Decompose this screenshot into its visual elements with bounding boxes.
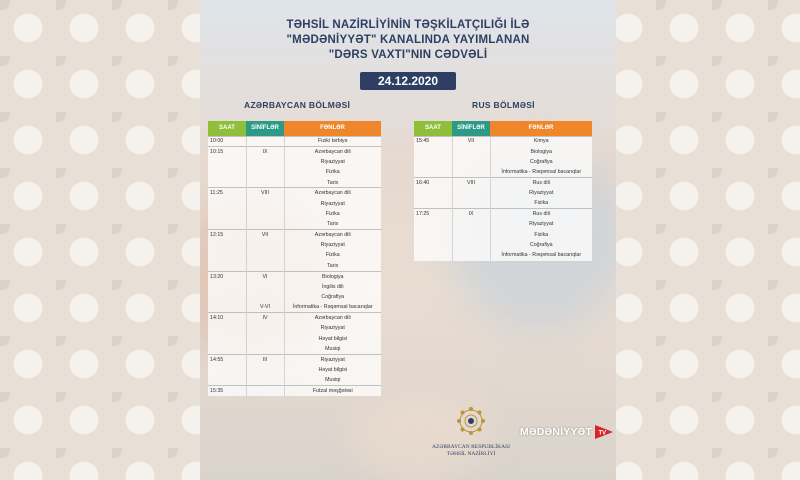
class-cell (452, 219, 490, 229)
time-cell (208, 198, 246, 208)
class-cell (246, 281, 284, 291)
class-cell (452, 146, 490, 156)
subject-cell: Rus dili (490, 209, 592, 219)
time-cell (414, 250, 452, 260)
subject-cell: Fizika (490, 230, 592, 240)
class-cell: IV (246, 313, 284, 323)
table-row (208, 230, 381, 240)
time-cell (208, 365, 246, 375)
title-line-1: TƏHSİL NAZİRLİYİNİN TƏŞKİLATÇILIĞI İLƏ (286, 19, 530, 31)
table-row (208, 136, 381, 146)
ministry-emblem-icon (456, 406, 486, 436)
subject-cell: İnformatika - Rəqəmsal bacarıqlar (490, 250, 592, 260)
background-pattern-left (0, 0, 200, 480)
subject-cell: Tarix (284, 261, 381, 271)
class-cell (246, 136, 284, 146)
table-row (414, 198, 592, 208)
subject-cell: Rus dili (490, 178, 592, 188)
title-line-3: "DƏRS VAXTI"NIN CƏDVƏLİ (328, 49, 488, 61)
tv-channel-name: MƏDƏNİYYƏT (520, 426, 593, 438)
table-row (208, 375, 381, 385)
class-cell: IX (452, 209, 490, 219)
table-row (208, 261, 381, 271)
ru-section-title: RUS BÖLMƏSİ (472, 100, 535, 110)
tv-play-icon (594, 424, 614, 440)
subject-cell: Azərbaycan dili (284, 188, 381, 198)
time-cell (208, 281, 246, 291)
ru-schedule-table (414, 121, 592, 261)
class-cell (246, 292, 284, 302)
table-row (414, 188, 592, 198)
subject-cell: Coğrafiya (490, 157, 592, 167)
table-row (208, 157, 381, 167)
class-cell: VII (246, 230, 284, 240)
time-cell (414, 219, 452, 229)
time-cell (414, 198, 452, 208)
time-cell: 15:45 (414, 136, 452, 146)
table-row (208, 271, 381, 281)
class-cell (246, 385, 284, 395)
title-line-2: "MƏDƏNİYYƏT" KANALINDA YAYIMLANAN (286, 34, 530, 46)
table-row (208, 292, 381, 302)
table-row (208, 167, 381, 177)
class-cell: IX (246, 146, 284, 156)
subject-cell: Riyaziyyat (284, 198, 381, 208)
poster-title (200, 18, 616, 63)
subject-cell: Azərbaycan dili (284, 313, 381, 323)
table-row (208, 240, 381, 250)
table-row (208, 250, 381, 260)
class-cell (246, 375, 284, 385)
class-cell: VIII (246, 188, 284, 198)
time-cell (208, 292, 246, 302)
header-time: SAAT (414, 121, 452, 136)
table-row (208, 219, 381, 229)
time-cell (208, 178, 246, 188)
table-row (414, 146, 592, 156)
subject-cell: Fizika (284, 209, 381, 219)
date-badge: 24.12.2020 (360, 72, 456, 90)
ministry-logo (416, 406, 526, 458)
class-cell (246, 219, 284, 229)
class-cell (452, 188, 490, 198)
subject-cell: Azərbaycan dili (284, 146, 381, 156)
time-cell: 10:00 (208, 136, 246, 146)
time-cell (208, 240, 246, 250)
tv-badge-label: TV (598, 430, 607, 437)
table-row (208, 344, 381, 354)
time-cell (208, 323, 246, 333)
class-cell (246, 323, 284, 333)
subject-cell: Biologiya (284, 271, 381, 281)
time-cell (414, 230, 452, 240)
class-cell (246, 198, 284, 208)
time-cell (414, 157, 452, 167)
time-cell: 14:55 (208, 354, 246, 364)
time-cell (414, 146, 452, 156)
class-cell (246, 178, 284, 188)
subject-cell: Riyaziyyat (284, 157, 381, 167)
subject-cell: Futzal məşğələsi (284, 385, 381, 395)
class-cell (452, 230, 490, 240)
time-cell (208, 344, 246, 354)
table-row (208, 323, 381, 333)
class-cell: V-VI (246, 302, 284, 312)
time-cell: 16:40 (414, 178, 452, 188)
time-cell (414, 240, 452, 250)
table-row (208, 333, 381, 343)
class-cell: III (246, 354, 284, 364)
class-cell (246, 157, 284, 167)
subject-cell: Riyaziyyat (284, 240, 381, 250)
table-row (208, 146, 381, 156)
table-row (208, 354, 381, 364)
time-cell (208, 333, 246, 343)
subject-cell: Fizika (284, 167, 381, 177)
table-row (414, 230, 592, 240)
time-cell: 14:10 (208, 313, 246, 323)
class-cell (246, 209, 284, 219)
time-cell: 13:20 (208, 271, 246, 281)
subject-cell: Musiqi (284, 344, 381, 354)
background-pattern-right (600, 0, 800, 480)
subject-cell: Riyaziyyat (284, 323, 381, 333)
table-row (208, 188, 381, 198)
subject-cell: Riyaziyyat (490, 219, 592, 229)
class-cell (246, 167, 284, 177)
subject-cell: Coğrafiya (284, 292, 381, 302)
subject-cell: Biologiya (490, 146, 592, 156)
header-subjects: FƏNLƏR (490, 121, 592, 136)
subject-cell: Fizika (284, 250, 381, 260)
class-cell: VI (246, 271, 284, 281)
subject-cell: Həyat bilgisi (284, 365, 381, 375)
subject-cell: Riyaziyyat (490, 188, 592, 198)
class-cell (246, 261, 284, 271)
table-row (208, 281, 381, 291)
table-row (208, 178, 381, 188)
time-cell: 17:25 (414, 209, 452, 219)
time-cell (208, 219, 246, 229)
class-cell (452, 240, 490, 250)
time-cell (208, 167, 246, 177)
time-cell: 15:35 (208, 385, 246, 395)
class-cell (246, 333, 284, 343)
subject-cell: İnformatika - Rəqəmsal bacarıqlar (490, 167, 592, 177)
subject-cell: Kimya (490, 136, 592, 146)
subject-cell: Tarix (284, 219, 381, 229)
class-cell (452, 157, 490, 167)
table-row (414, 209, 592, 219)
time-cell (208, 250, 246, 260)
time-cell (208, 261, 246, 271)
subject-cell: Musiqi (284, 375, 381, 385)
subject-cell: Azərbaycan dili (284, 230, 381, 240)
class-cell (452, 167, 490, 177)
subject-cell: Tarix (284, 178, 381, 188)
class-cell: VIII (452, 178, 490, 188)
time-cell: 11:25 (208, 188, 246, 198)
time-cell (208, 375, 246, 385)
header-class: SİNİFLƏR (452, 121, 490, 136)
table-row (414, 157, 592, 167)
table-row (208, 313, 381, 323)
table-row (414, 219, 592, 229)
table-row (414, 178, 592, 188)
class-cell (246, 344, 284, 354)
time-cell (208, 302, 246, 312)
table-row (208, 209, 381, 219)
subject-cell: Coğrafiya (490, 240, 592, 250)
table-row (414, 240, 592, 250)
table-row (414, 167, 592, 177)
class-cell (246, 250, 284, 260)
time-cell: 12:15 (208, 230, 246, 240)
time-cell: 10:15 (208, 146, 246, 156)
subject-cell: Riyaziyyat (284, 354, 381, 364)
table-row (414, 250, 592, 260)
table-row (208, 385, 381, 395)
table-row (208, 198, 381, 208)
subject-cell: Fiziki tərbiyə (284, 136, 381, 146)
az-section-title: AZƏRBAYCAN BÖLMƏSİ (244, 100, 351, 110)
time-cell (208, 157, 246, 167)
medeniyyet-tv-logo (520, 424, 614, 440)
ministry-name-line-1: AZƏRBAYCAN RESPUBLİKASI (432, 444, 510, 450)
time-cell (414, 167, 452, 177)
subject-cell: İnformatika - Rəqəmsal bacarıqlar (284, 302, 381, 312)
class-cell (452, 198, 490, 208)
subject-cell: İngilis dili (284, 281, 381, 291)
subject-cell: Həyat bilgisi (284, 333, 381, 343)
schedule-poster (200, 0, 616, 480)
table-row (414, 136, 592, 146)
table-row (208, 302, 381, 312)
ministry-name-line-2: TƏHSİL NAZİRLİYİ (446, 451, 496, 457)
time-cell (208, 209, 246, 219)
class-cell (452, 250, 490, 260)
subject-cell: Fizika (490, 198, 592, 208)
az-schedule-table (208, 121, 381, 396)
class-cell (246, 365, 284, 375)
header-time: SAAT (208, 121, 246, 136)
header-class: SİNİFLƏR (246, 121, 284, 136)
table-row (208, 365, 381, 375)
class-cell: VII (452, 136, 490, 146)
time-cell (414, 188, 452, 198)
class-cell (246, 240, 284, 250)
header-subjects: FƏNLƏR (284, 121, 381, 136)
